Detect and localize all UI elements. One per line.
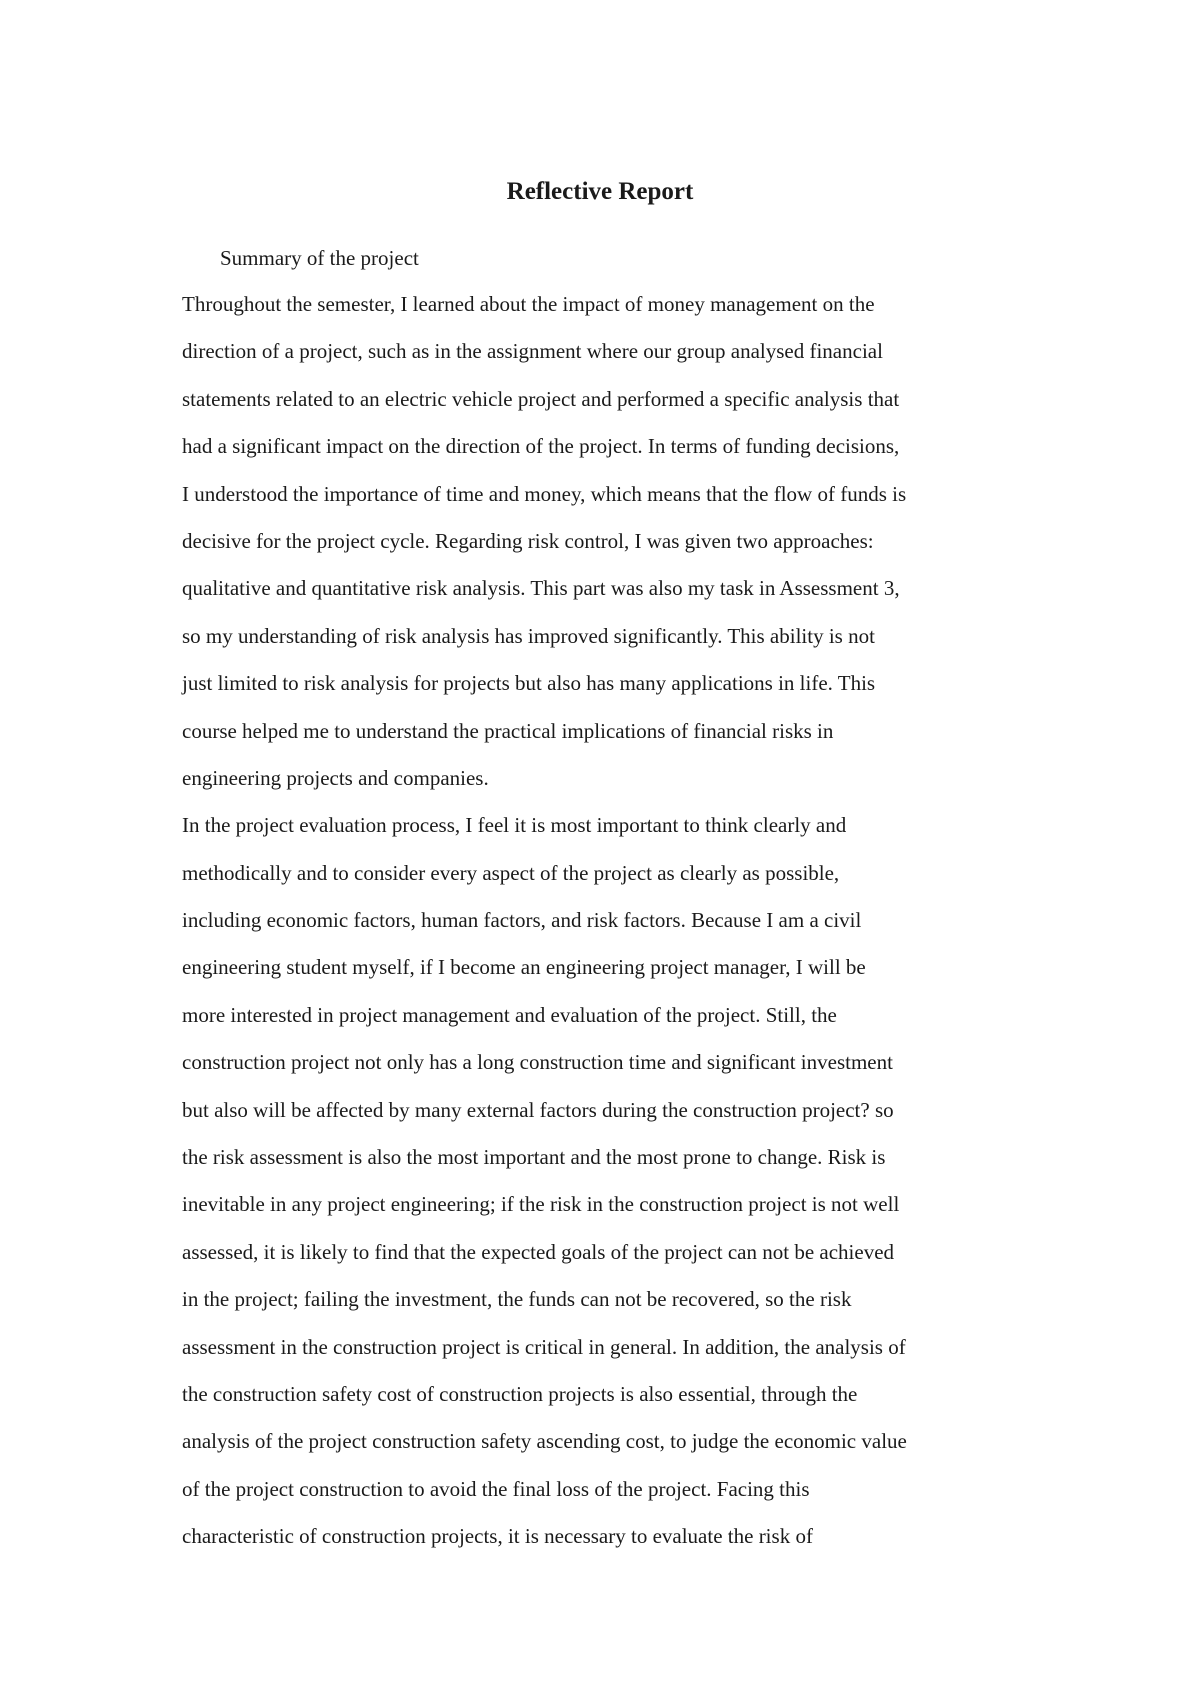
text-line: analysis of the project construction safety ascending cost, to judge the economic value [182, 1429, 907, 1454]
text-line: course helped me to understand the practical implications of financial risks in [182, 718, 834, 743]
text-line: direction of a project, such as in the assignment where our group analysed financial [182, 339, 883, 364]
text-line: had a significant impact on the direction of the project. In terms of funding decisions, [182, 434, 900, 459]
text-line: the risk assessment is also the most important and the most prone to change. Risk is [182, 1145, 886, 1170]
text-line: I understood the importance of time and money, which means that the flow of funds is [182, 481, 907, 506]
text-line: In the project evaluation process, I feel it is most important to think clearly and [182, 813, 847, 838]
text-line: so my understanding of risk analysis has improved significantly. This ability is not [182, 623, 875, 648]
text-line: methodically and to consider every aspect of the project as clearly as possible, [182, 860, 840, 885]
section-heading: Summary of the project [220, 246, 419, 270]
text-line: engineering student myself, if I become an engineering project manager, I will be [182, 955, 866, 980]
text-line: characteristic of construction projects, it is necessary to evaluate the risk of [182, 1524, 813, 1549]
text-line: qualitative and quantitative risk analysis. This part was also my task in Assessment 3, [182, 576, 900, 601]
document-title: Reflective Report [506, 178, 694, 205]
text-line: of the project construction to avoid the final loss of the project. Facing this [182, 1476, 810, 1501]
body-text [182, 289, 1062, 1569]
text-line: more interested in project management and evaluation of the project. Still, the [182, 1002, 837, 1027]
text-line: just limited to risk analysis for projects but also has many applications in life. This [182, 671, 876, 696]
text-line: inevitable in any project engineering; if the risk in the construction project is not well [182, 1192, 900, 1217]
text-line: construction project not only has a long construction time and significant investment [182, 1050, 893, 1075]
text-line: including economic factors, human factors, and risk factors. Because I am a civil [182, 908, 862, 933]
text-line: the construction safety cost of construction projects is also essential, through the [182, 1381, 858, 1406]
text-line: but also will be affected by many external factors during the construction project? so [182, 1097, 894, 1122]
text-line: assessed, it is likely to find that the expected goals of the project can not be achieved [182, 1239, 895, 1264]
text-line: assessment in the construction project is critical in general. In addition, the analysis of [182, 1334, 906, 1359]
text-line: decisive for the project cycle. Regarding risk control, I was given two approaches: [182, 528, 874, 553]
text-line: statements related to an electric vehicle project and performed a specific analysis that [182, 386, 900, 411]
text-line: engineering projects and companies. [182, 765, 489, 790]
text-line: Throughout the semester, I learned about the impact of money management on the [182, 292, 875, 316]
text-line: in the project; failing the investment, the funds can not be recovered, so the risk [182, 1287, 852, 1312]
